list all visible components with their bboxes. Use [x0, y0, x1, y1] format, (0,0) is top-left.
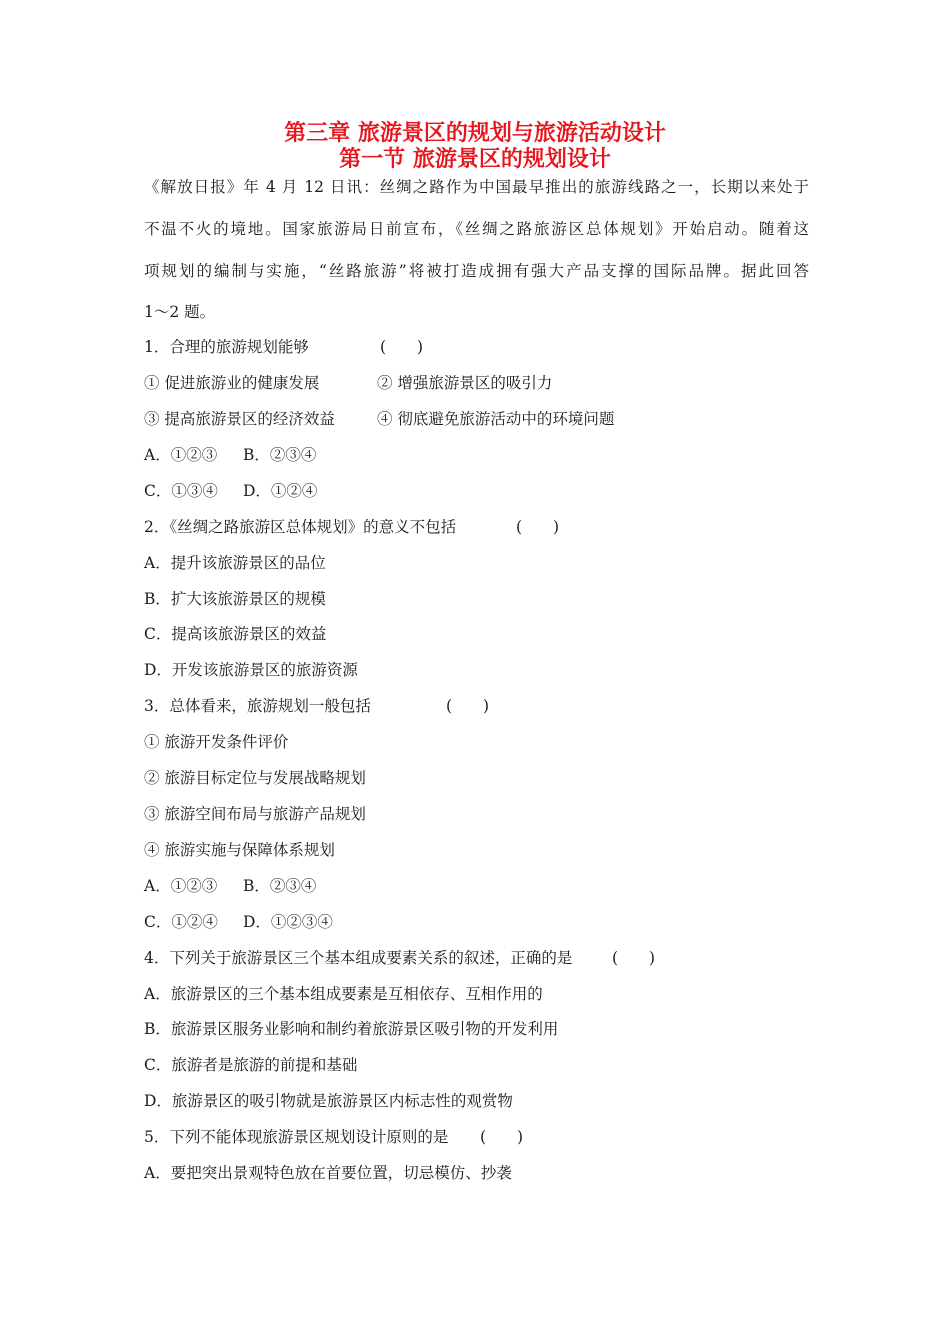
- question-4-option-d: D．旅游景区的吸引物就是旅游景区内标志性的观赏物: [144, 1092, 513, 1110]
- question-2-option-c: C．提高该旅游景区的效益: [144, 625, 327, 643]
- intro-line-3: 项规划的编制与实施，“丝路旅游”将被打造成拥有强大产品支撑的国际品牌。据此回答: [144, 262, 809, 280]
- question-1-option-c: C．①③④: [144, 482, 218, 500]
- question-2-option-a: A．提升该旅游景区的品位: [144, 554, 326, 572]
- section-title: 第一节 旅游景区的规划设计: [339, 147, 611, 172]
- question-5-option-a: A．要把突出景观特色放在首要位置，切忌模仿、抄袭: [144, 1164, 512, 1182]
- chapter-title: 第三章 旅游景区的规划与旅游活动设计: [284, 121, 666, 146]
- question-4-stem: [144, 948, 656, 968]
- question-2-option-d: D．开发该旅游景区的旅游资源: [144, 661, 358, 679]
- question-4-answer-paren: ( ): [612, 949, 656, 967]
- question-1-options-row-2: [144, 481, 318, 501]
- question-2-answer-paren: ( ): [516, 518, 560, 536]
- question-1-item-4: ④ 彻底避免旅游活动中的环境问题: [377, 410, 615, 428]
- question-4-text: 4．下列关于旅游景区三个基本组成要素关系的叙述，正确的是: [144, 949, 573, 967]
- question-5-stem: [144, 1127, 524, 1147]
- question-1-text: 1．合理的旅游规划能够: [144, 338, 309, 356]
- intro-line-4: 1～2 题。: [144, 303, 216, 321]
- question-3-option-c: C．①②④: [144, 913, 218, 931]
- question-3-options-row-2: [144, 912, 333, 932]
- intro-line-2: 不温不火的境地。国家旅游局日前宣布，《丝绸之路旅游区总体规划》开始启动。随着这: [144, 220, 809, 238]
- question-3-text: 3．总体看来，旅游规划一般包括: [144, 697, 371, 715]
- question-2-text: 2．《丝绸之路旅游区总体规划》的意义不包括: [144, 518, 457, 536]
- question-1-option-b: B．②③④: [243, 446, 317, 464]
- question-1-item-3: ③ 提高旅游景区的经济效益: [144, 410, 335, 428]
- question-3-item-4: ④ 旅游实施与保障体系规划: [144, 841, 335, 859]
- question-3-stem: [144, 696, 490, 716]
- question-1-option-d: D．①②④: [243, 482, 318, 500]
- question-5-answer-paren: ( ): [480, 1128, 524, 1146]
- question-1-options-row-1: [144, 445, 317, 465]
- question-1-stem: [144, 337, 424, 357]
- question-3-option-a: A．①②③: [144, 877, 218, 895]
- question-3-answer-paren: ( ): [446, 697, 490, 715]
- question-3-item-1: ① 旅游开发条件评价: [144, 733, 289, 751]
- question-5-text: 5．下列不能体现旅游景区规划设计原则的是: [144, 1128, 449, 1146]
- question-1-item-1: ① 促进旅游业的健康发展: [144, 374, 320, 392]
- question-1-answer-paren: ( ): [380, 338, 424, 356]
- question-4-option-b: B．旅游景区服务业影响和制约着旅游景区吸引物的开发利用: [144, 1020, 559, 1038]
- question-1-option-a: A．①②③: [144, 446, 218, 464]
- question-2-stem: [144, 517, 560, 537]
- question-1-items-row-2: [144, 409, 615, 429]
- question-4-option-c: C．旅游者是旅游的前提和基础: [144, 1056, 358, 1074]
- question-1-item-2: ② 增强旅游景区的吸引力: [377, 374, 553, 392]
- question-3-item-3: ③ 旅游空间布局与旅游产品规划: [144, 805, 366, 823]
- question-3-option-d: D．①②③④: [243, 913, 333, 931]
- question-3-option-b: B．②③④: [243, 877, 317, 895]
- intro-line-1: 《解放日报》年 4 月 12 日讯：丝绸之路作为中国最早推出的旅游线路之一，长期以来处于: [144, 178, 809, 196]
- question-2-option-b: B．扩大该旅游景区的规模: [144, 590, 326, 608]
- question-3-options-row-1: [144, 876, 317, 896]
- question-1-items-row-1: [144, 373, 553, 393]
- question-4-option-a: A．旅游景区的三个基本组成要素是互相依存、互相作用的: [144, 985, 543, 1003]
- question-3-item-2: ② 旅游目标定位与发展战略规划: [144, 769, 366, 787]
